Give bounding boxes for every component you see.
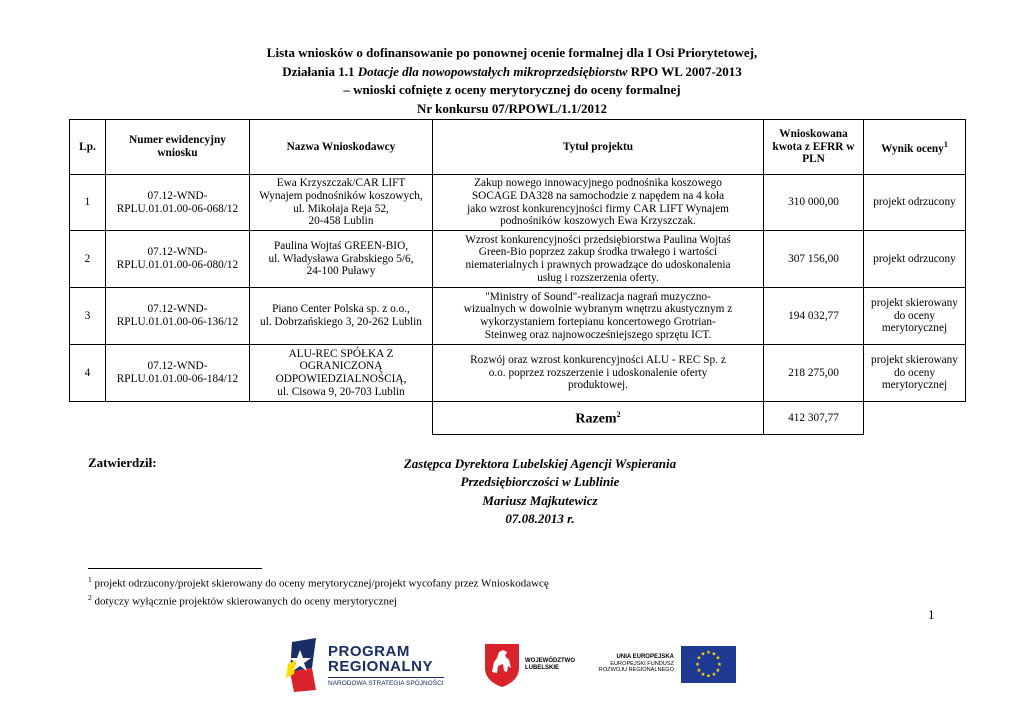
cell-line: OGRANICZONĄ — [299, 360, 383, 373]
cell-line: RPLU.01.01.00-06-184/12 — [116, 373, 239, 385]
cell-line: ul. Mikołaja Reja 52, — [293, 202, 389, 215]
table-row — [70, 288, 966, 345]
cell-kwota: 307 156,00 — [764, 231, 864, 288]
cell-line: ul. Władysława Grabskiego 5/6, — [268, 252, 414, 265]
cell-line: projekt skierowany — [871, 297, 958, 310]
cell-line: 07.12-WND- — [147, 360, 208, 373]
cell-line: 24-100 Puławy — [306, 265, 376, 278]
sign-line: Mariusz Majkutewicz — [482, 492, 598, 508]
cell-line: 20-458 Lublin — [308, 215, 374, 228]
cell-line: "Ministry of Sound"-realizacja nagrań muzyczno- — [485, 290, 711, 303]
cell-line: Piano Center Polska sp. z o.o., — [272, 303, 410, 316]
cell-numer — [106, 345, 250, 402]
cell-line: podnośników koszowych Ewa Krzyszczak. — [500, 215, 696, 228]
program-regionalny-logo: PROGRAM REGIONALNY NARODOWA STRATEGIA SPÓJNOŚCI — [328, 644, 444, 690]
wojewodztwo-lubelskie-logo: WOJEWÓDZTWO LUBELSKIE — [525, 658, 575, 671]
cell-line: Green-Bio poprzez zakup środka trwałego i wartości — [478, 246, 718, 259]
title-line-3: – wnioski cofnięte z oceny merytorycznej do oceny formalnej — [343, 82, 681, 97]
footnotes — [88, 573, 549, 608]
cell-line: ALU-REC SPÓŁKA Z — [288, 347, 394, 360]
cell-tytul — [433, 231, 764, 288]
cell-line: wykorzystaniem fortepianu koncertowego Grotrian- — [480, 316, 716, 328]
cell-nazwa — [250, 345, 433, 402]
program-regionalny-flag-icon — [286, 638, 320, 692]
total-label: Razem$^2$ — [433, 402, 764, 435]
footnote-1: $^1$ projekt odrzucony/projekt skierowany do oceny merytorycznej/projekt wycofany przez Wnioskodawcę — [88, 575, 549, 590]
cell-kwota: 194 032,77 — [764, 288, 864, 345]
signature-block — [300, 455, 780, 529]
cell-nazwa — [250, 175, 433, 231]
cell-line: o.o. poprzez rozszerzenie i udoskonalenie oferty — [488, 366, 708, 379]
cell-line: RPLU.01.01.00-06-136/12 — [116, 316, 239, 328]
svg-text:★: ★ — [717, 662, 722, 668]
title-line-2: Działania 1.1 Dotacje dla nowopowstałych mikroprzedsiębiorstw RPO WL 2007-2013 — [282, 63, 742, 79]
cell-line: jako wzrost konkurencyjności firmy CAR LIFT Wynajem — [467, 202, 729, 215]
svg-text:★: ★ — [706, 650, 711, 656]
cell-line: usług i rozszerzenia oferty. — [537, 271, 659, 284]
cell-line: Steinweg oraz najnowocześniejszego sprzętu ICT. — [484, 328, 712, 341]
cell-line: Ewa Krzyszczak/CAR LIFT — [276, 177, 406, 190]
cell-line: Paulina Wojtaś GREEN-BIO, — [273, 240, 409, 253]
cell-lp: 3 — [70, 288, 106, 345]
cell-wynik — [864, 345, 966, 402]
cell-line: RPLU.01.01.00-06-068/12 — [116, 202, 239, 215]
cell-line: ul. Cisowa 9, 20-703 Lublin — [277, 385, 405, 398]
cell-nazwa — [250, 231, 433, 288]
cell-line: niematerialnych i prawnych prowadzące do udoskonalenia — [465, 259, 731, 271]
ue-efrr-text: UNIA EUROPEJSKA EUROPEJSKI FUNDUSZ ROZWOJU REGIONALNEGO — [598, 654, 674, 673]
document-title — [0, 44, 1024, 118]
table-row — [70, 345, 966, 402]
cell-line: do oceny — [893, 366, 936, 379]
cell-wynik — [864, 288, 966, 345]
cell-line: merytorycznej — [881, 379, 948, 392]
footnote-2: $^2$ dotyczy wyłącznie projektów skierowanych do oceny merytorycznej — [88, 592, 397, 608]
svg-text:★: ★ — [696, 668, 702, 674]
svg-text:★: ★ — [711, 651, 717, 658]
cell-wynik — [864, 175, 966, 231]
svg-text:★: ★ — [695, 662, 700, 668]
cell-lp: 1 — [70, 175, 106, 231]
header-kwota: Wnioskowana kwota z EFRR w PLN — [764, 120, 864, 175]
cell-tytul — [433, 345, 764, 402]
table-row — [70, 231, 966, 288]
lubelskie-coat-of-arms-icon — [483, 642, 521, 688]
cell-tytul — [433, 175, 764, 231]
cell-line: projekt odrzucony — [873, 252, 956, 265]
cell-line: 07.12-WND- — [147, 246, 208, 259]
cell-nazwa — [250, 288, 433, 345]
cell-line: SOCAGE DA328 na samochodzie z napędem na 4 koła — [471, 189, 725, 202]
footnote-divider — [88, 568, 262, 569]
svg-text:★: ★ — [711, 672, 717, 678]
table-header-row — [70, 120, 966, 175]
page-number: 1 — [928, 607, 935, 622]
footer-logos — [0, 636, 1024, 696]
cell-line: do oceny — [893, 309, 936, 322]
cell-line: Wzrost konkurencyjności przedsiębiorstwa Paulina Wojtaś — [465, 233, 731, 246]
cell-kwota: 218 275,00 — [764, 345, 864, 402]
svg-text:★: ★ — [715, 655, 721, 662]
cell-line: RPLU.01.01.00-06-080/12 — [116, 259, 239, 271]
cell-line: Wynajem podnośników koszowych, — [259, 189, 423, 202]
svg-text:★: ★ — [696, 655, 702, 662]
cell-line: produktowej. — [568, 379, 628, 392]
cell-lp: 4 — [70, 345, 106, 402]
svg-text:★: ★ — [706, 673, 711, 680]
sign-line: Zastępca Dyrektora Lubelskiej Agencji Wspierania — [403, 456, 677, 471]
cell-line: ul. Dobrzańskiego 3, 20-262 Lublin — [260, 316, 422, 328]
cell-line: Rozwój oraz wzrost konkurencyjności ALU - REC Sp. z — [470, 354, 726, 367]
cell-line: projekt odrzucony — [873, 196, 956, 209]
cell-line: ODPOWIEDZIALNOŚCIĄ, — [275, 373, 407, 385]
total-row — [70, 402, 966, 435]
cell-numer — [106, 231, 250, 288]
svg-text:★: ★ — [715, 668, 721, 674]
sign-line: 07.08.2013 r. — [505, 511, 575, 527]
applications-table — [69, 119, 966, 435]
svg-text:★: ★ — [700, 651, 706, 658]
svg-text:★: ★ — [700, 672, 706, 678]
total-value: 412 307,77 — [764, 402, 864, 435]
sign-line: Przedsiębiorczości w Lublinie — [460, 474, 620, 490]
header-numer: Numer ewidencyjny wniosku — [106, 120, 250, 175]
cell-line: wizualnych w dowolnie wybranym wnętrzu akustycznym z — [463, 303, 733, 316]
cell-wynik — [864, 231, 966, 288]
header-nazwa: Nazwa Wnioskodawcy — [250, 120, 433, 175]
cell-line: merytorycznej — [881, 322, 948, 335]
header-tytul: Tytuł projektu — [433, 120, 764, 175]
cell-kwota: 310 000,00 — [764, 175, 864, 231]
cell-lp: 2 — [70, 231, 106, 288]
header-lp: Lp. — [70, 120, 106, 175]
cell-tytul — [433, 288, 764, 345]
title-line-4: Nr konkursu 07/RPOWL/1.1/2012 — [416, 100, 608, 116]
cell-line: projekt skierowany — [871, 354, 958, 367]
cell-numer — [106, 175, 250, 231]
title-line-1: Lista wniosków o dofinansowanie po ponownej ocenie formalnej dla I Osi Priorytetowej, — [266, 45, 758, 60]
cell-line: 07.12-WND- — [147, 189, 208, 202]
table-row — [70, 175, 966, 231]
cell-line: Zakup nowego innowacyjnego podnośnika koszowego — [474, 177, 722, 190]
eu-flag-icon — [681, 646, 736, 683]
cell-line: 07.12-WND- — [147, 303, 208, 316]
cell-numer — [106, 288, 250, 345]
header-wynik: Wynik oceny$^1$ — [864, 120, 966, 175]
approved-label: Zatwierdził: — [88, 455, 157, 470]
